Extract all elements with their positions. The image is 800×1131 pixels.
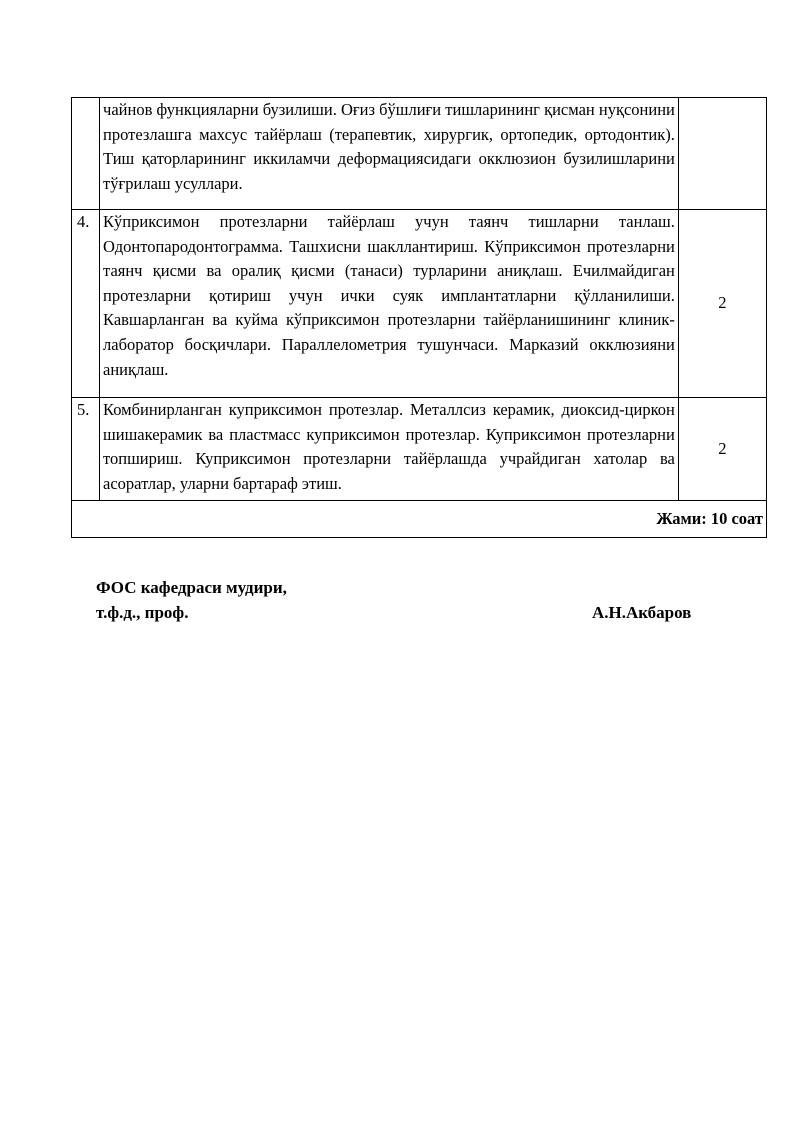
total-hours: Жами: 10 соат <box>72 501 767 538</box>
signature-degree: т.ф.д., проф. <box>96 603 189 622</box>
row-hours: 2 <box>678 398 766 501</box>
total-row <box>72 501 767 538</box>
row-hours <box>678 98 766 210</box>
row-number: 5. <box>72 398 100 501</box>
table-row <box>72 98 767 210</box>
row-number <box>72 98 100 210</box>
row-hours: 2 <box>678 210 766 398</box>
signature-position-title: ФОС кафедраси мудири, <box>96 578 287 597</box>
row-topic: чайнов функцияларни бузилиши. Оғиз бўшлиғи тишларининг қисман нуқсонини протезлашга махсус тайёрлаш (терапевтик, хирургик, ортопедик, ортодонтик). Тиш қаторларининг иккиламчи деформациясидаги окклюзион бузилишларини тўғрилаш усуллари. <box>100 98 679 210</box>
row-topic: Кўприксимон протезларни тайёрлаш учун таянч тишларни танлаш. Одонтопародонтограмма. Ташхисни шакллантириш. Кўприксимон протезларни таянч қисми ва оралиқ қисми (танаси) турларини аниқлаш. Ечилмайдиган протезларни қотириш учун ички суяк имплантатларни қўлланилиши. Кавшарланган ва куйма кўприксимон протезларни тайёрланишининг клиник-лаборатор босқичлари. Параллелометрия тушунчаси. Марказий окклюзияни аниқлаш. <box>100 210 679 398</box>
table-row <box>72 210 767 398</box>
row-number: 4. <box>72 210 100 398</box>
row-topic: Комбинирланган куприксимон протезлар. Металлсиз керамик, диоксид-циркон шишакерамик ва пластмасс куприксимон протезлар. Куприксимон протезларни топшириш. Куприксимон протезларни тайёрлашда учрайдиган хатолар ва асоратлар, уларни бартараф этиш. <box>100 398 679 501</box>
schedule-table <box>71 97 767 538</box>
signature-name: А.Н.Акбаров <box>592 603 692 622</box>
table-row <box>72 398 767 501</box>
